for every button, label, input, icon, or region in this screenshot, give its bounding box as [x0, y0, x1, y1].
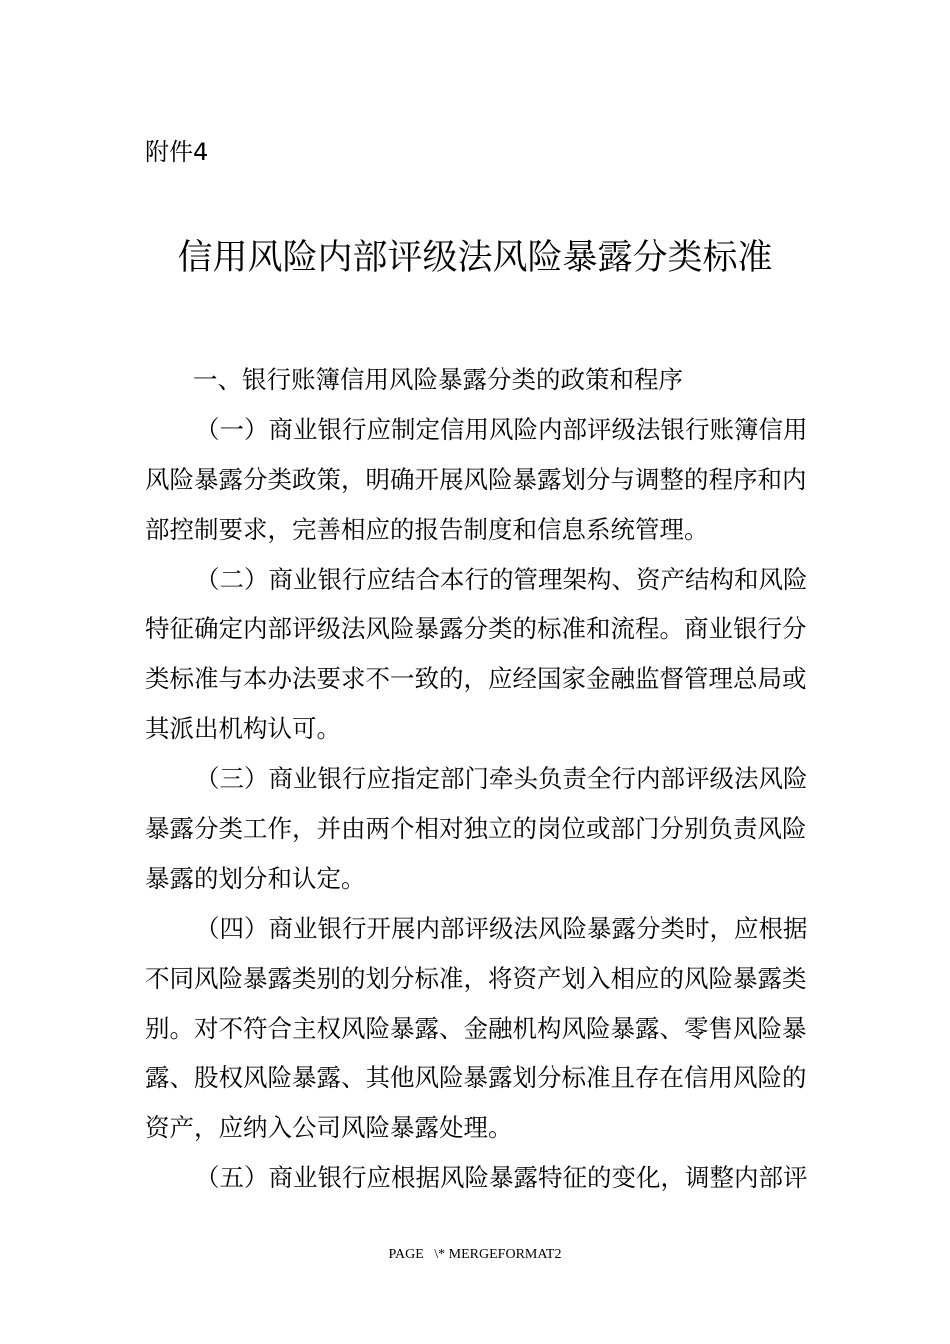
paragraph-line: 部控制要求，完善相应的报告制度和信息系统管理。 — [145, 514, 709, 544]
attachment-label: 附件4 — [145, 138, 209, 166]
paragraph-line: 暴露分类工作，并由两个相对独立的岗位或部门分别负责风险 — [145, 814, 807, 844]
paragraph-line: 别。对不符合主权风险暴露、金融机构风险暴露、零售风险暴 — [145, 1013, 807, 1043]
paragraph-line: 其派出机构认可。 — [145, 714, 341, 744]
paragraph-line: 类标准与本办法要求不一致的，应经国家金融监督管理总局或 — [145, 664, 807, 694]
document-title: 信用风险内部评级法风险暴露分类标准 — [177, 238, 773, 278]
paragraph-1 — [145, 405, 808, 555]
paragraph-line: 特征确定内部评级法风险暴露分类的标准和流程。商业银行分 — [145, 614, 807, 644]
paragraph-2 — [145, 555, 808, 755]
paragraph-line: （四）商业银行开展内部评级法风险暴露分类时，应根据 — [195, 913, 808, 943]
paragraph-5 — [145, 1153, 808, 1203]
paragraph-line: 露、股权风险暴露、其他风险暴露划分标准且存在信用风险的 — [145, 1063, 807, 1093]
document-body — [145, 355, 808, 1203]
paragraph-line: 资产，应纳入公司风险暴露处理。 — [145, 1113, 513, 1143]
page-footer: PAGE \* MERGEFORMAT2 — [388, 1247, 562, 1262]
paragraph-line: 暴露的划分和认定。 — [145, 863, 366, 893]
paragraph-line: （五）商业银行应根据风险暴露特征的变化，调整内部评 — [195, 1163, 808, 1193]
paragraph-4 — [145, 904, 808, 1153]
paragraph-line: 不同风险暴露类别的划分标准，将资产划入相应的风险暴露类 — [145, 963, 807, 993]
paragraph-line: （一）商业银行应制定信用风险内部评级法银行账簿信用 — [195, 414, 808, 444]
section-heading: 一、银行账簿信用风险暴露分类的政策和程序 — [193, 365, 683, 394]
paragraph-line: 风险暴露分类政策，明确开展风险暴露划分与调整的程序和内 — [145, 464, 807, 494]
paragraph-line: （三）商业银行应指定部门牵头负责全行内部评级法风险 — [195, 764, 808, 794]
paragraph-line: （二）商业银行应结合本行的管理架构、资产结构和风险 — [195, 564, 808, 594]
paragraph-3 — [145, 754, 808, 904]
